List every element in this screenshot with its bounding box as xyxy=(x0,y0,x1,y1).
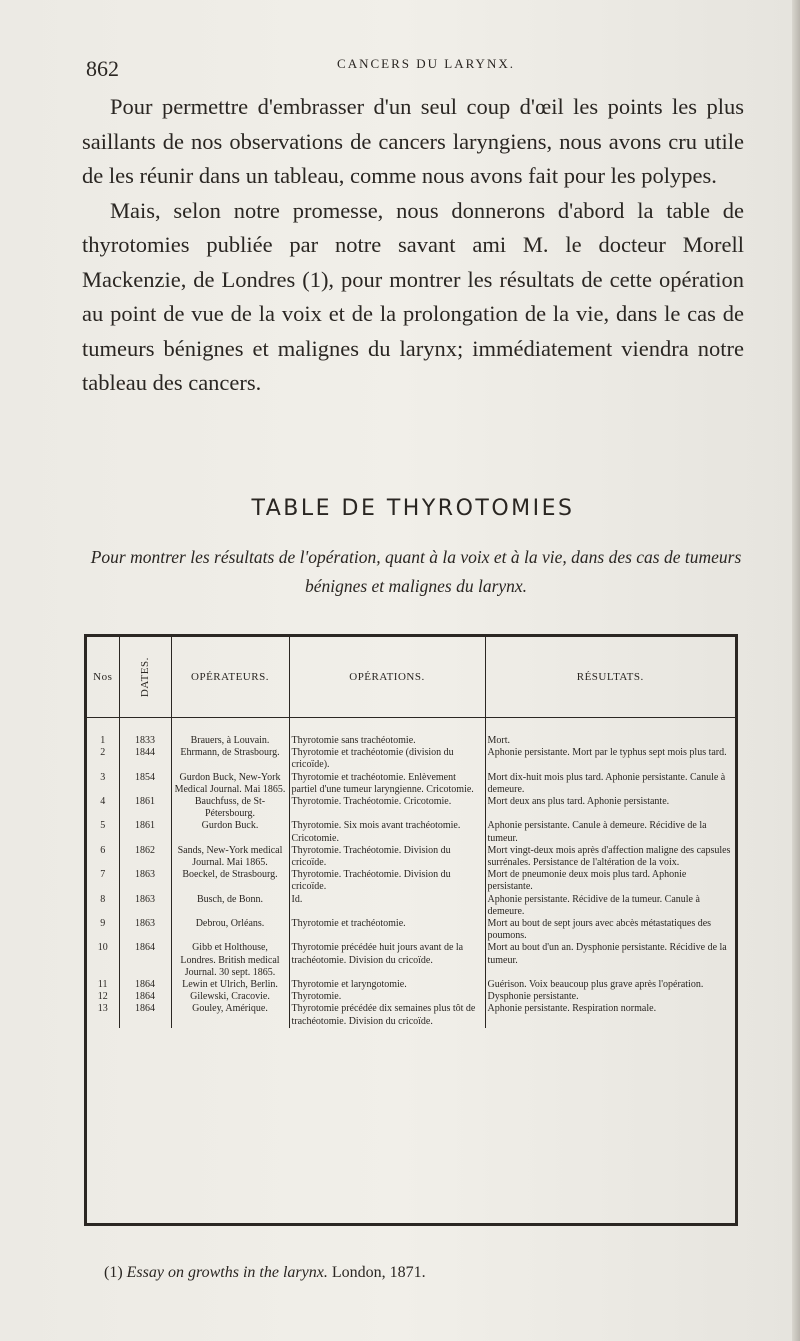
table-cell: Busch, de Bonn. xyxy=(171,894,289,918)
table-row xyxy=(87,979,735,991)
table-cell: 11 xyxy=(87,979,119,991)
table-cell: 1864 xyxy=(119,979,171,991)
column-header-operators xyxy=(171,637,289,718)
table-row xyxy=(87,747,735,771)
table-cell: Aphonie persistante. Mort par le typhus sept mois plus tard. xyxy=(487,747,727,759)
column-header-operations xyxy=(289,637,485,718)
header-spacer xyxy=(87,718,735,736)
table-cell: Thyrotomie. Trachéotomie. Cricotomie. xyxy=(289,796,485,820)
table-cell: Ehrmann, de Strasbourg. xyxy=(171,747,289,771)
data-table xyxy=(87,637,735,1028)
table-row xyxy=(87,735,735,747)
table-cell: Mort au bout d'un an. Dysphonie persistante. Récidive de la tumeur. xyxy=(487,942,727,966)
running-title: CANCERS DU LARYNX. xyxy=(337,56,515,71)
table-cell: 1864 xyxy=(119,1003,171,1027)
table-header-row xyxy=(87,637,735,718)
table-cell: 12 xyxy=(87,991,119,1003)
table-cell xyxy=(171,718,289,736)
table-cell: 1861 xyxy=(119,820,171,844)
table-cell: 1863 xyxy=(119,869,171,893)
page-edge-shadow xyxy=(792,0,800,1341)
table-cell xyxy=(119,718,171,736)
table-cell: Thyrotomie et trachéotomie. Enlèvement partiel d'une tumeur laryngienne. Cricotomie. xyxy=(289,772,485,796)
column-header-results xyxy=(485,637,735,718)
table-cell: Dysphonie persistante. xyxy=(487,991,579,1003)
table-cell: 4 xyxy=(87,796,119,820)
table-row xyxy=(87,894,735,918)
table-row xyxy=(87,820,735,844)
table-row xyxy=(87,942,735,979)
table-cell: 1844 xyxy=(119,747,171,771)
table-cell: Guérison. Voix beaucoup plus grave après l'opération. xyxy=(487,979,704,991)
table-cell: Aphonie persistante. Récidive de la tumeur. Canule à demeure. xyxy=(487,893,700,917)
table-row xyxy=(87,991,735,1003)
table-row xyxy=(87,869,735,893)
table-row xyxy=(87,845,735,869)
table-title: TABLE DE THYROTOMIES xyxy=(251,496,575,521)
table-cell: Mort deux ans plus tard. Aphonie persistante. xyxy=(487,796,670,808)
table-cell: Aphonie persistante. Respiration normale. xyxy=(487,1003,657,1015)
table-cell: Mort. xyxy=(487,735,510,746)
table-cell: 1863 xyxy=(119,894,171,918)
footnote-title: Essay on growths in the larynx. xyxy=(126,1264,328,1281)
text: OPÉRATEURS. xyxy=(191,670,269,683)
column-header-dates xyxy=(119,637,171,718)
table-row xyxy=(87,1003,735,1027)
table-subtitle: Pour montrer les résultats de l'opération, quant à la voix et à la vie, dans des cas de tumeurs bénignes et malignes du larynx. xyxy=(90,547,742,596)
table-cell: Mort de pneumonie deux mois plus tard. Aphonie persistante. xyxy=(487,869,687,893)
table-cell: Sands, New-York medical Journal. Mai 1865. xyxy=(171,845,289,869)
table-cell: 3 xyxy=(87,772,119,796)
text: Nos xyxy=(93,670,113,683)
text: RÉSULTATS. xyxy=(576,670,644,683)
table-cell: Mort au bout de sept jours avec abcès métastatiques des poumons. xyxy=(487,918,712,942)
table-cell: Gurdon Buck, New-York Medical Journal. Mai 1865. xyxy=(171,772,289,796)
table-cell: Thyrotomie. xyxy=(289,991,485,1003)
table-cell: 1864 xyxy=(119,942,171,979)
table-cell: Thyrotomie précédée huit jours avant de la trachéotomie. Division du cricoïde. xyxy=(289,942,485,979)
table-cell: 10 xyxy=(87,942,119,979)
table-cell: 1862 xyxy=(119,845,171,869)
paragraph: Mais, selon notre promesse, nous donnerons d'abord la table de thyrotomies publiée par notre savant ami M. le docteur Morell Mackenzie, de Londres (1), pour montrer les résultats de cette opération au point de vue de la voix et de la prolongation de la vie, dans le cas de tumeurs bénignes et malignes du larynx; immédiatement viendra notre tableau des cancers. xyxy=(82,197,744,395)
table-cell: 1833 xyxy=(119,735,171,747)
table-cell xyxy=(87,718,119,736)
table-cell: 1861 xyxy=(119,796,171,820)
footnote-marker: (1) xyxy=(104,1264,123,1281)
paragraph: Pour permettre d'embrasser d'un seul coup d'œil les points les plus saillants de nos observations de cancers laryngiens, nous avons cru utile de les réunir dans un tableau, comme nous avons fait pour les polypes. xyxy=(82,94,744,188)
table-cell: 1854 xyxy=(119,772,171,796)
table-cell: Mort vingt-deux mois après d'affection maligne des capsules surrénales. Persistance de l'altération de la voix. xyxy=(487,844,731,869)
table-cell: Bauchfuss, de St-Pétersbourg. xyxy=(171,796,289,820)
table-cell: 9 xyxy=(87,918,119,942)
table-row xyxy=(87,918,735,942)
table-cell: 7 xyxy=(87,869,119,893)
table-cell: Aphonie persistante. Canule à demeure. Récidive de la tumeur. xyxy=(487,820,707,844)
table-cell: Gurdon Buck. xyxy=(171,820,289,844)
table-row xyxy=(87,796,735,820)
page-header xyxy=(86,52,742,82)
table-cell: 1864 xyxy=(119,991,171,1003)
table-cell: 2 xyxy=(87,747,119,771)
table-row xyxy=(87,772,735,796)
table-cell: Thyrotomie. Six mois avant trachéotomie. Cricotomie. xyxy=(289,820,485,844)
table-cell: Thyrotomie et trachéotomie. xyxy=(289,918,485,942)
table-cell: 6 xyxy=(87,845,119,869)
table-cell: Brauers, à Louvain. xyxy=(171,735,289,747)
text: DATES. xyxy=(138,657,151,697)
table-cell: 13 xyxy=(87,1003,119,1027)
column-header-num xyxy=(87,637,119,718)
table-cell: Lewin et Ulrich, Berlin. xyxy=(171,979,289,991)
table-cell: Thyrotomie. Trachéotomie. Division du cricoïde. xyxy=(289,869,485,893)
table-cell: 1863 xyxy=(119,918,171,942)
table-cell xyxy=(485,718,735,736)
table-cell: Gouley, Amérique. xyxy=(171,1003,289,1027)
table-cell: Gibb et Holthouse, Londres. British medical Journal. 30 sept. 1865. xyxy=(171,942,289,979)
table-cell: Mort dix-huit mois plus tard. Aphonie persistante. Canule à demeure. xyxy=(487,771,726,795)
table-cell: 1 xyxy=(87,735,119,747)
table-cell: Gilewski, Cracovie. xyxy=(171,991,289,1003)
table-cell: Thyrotomie et laryngotomie. xyxy=(289,979,485,991)
table-cell: Thyrotomie. Trachéotomie. Division du cricoïde. xyxy=(289,845,485,869)
table-cell: Thyrotomie sans trachéotomie. xyxy=(289,735,485,747)
body-text xyxy=(82,90,744,401)
table-cell: Boeckel, de Strasbourg. xyxy=(171,869,289,893)
footnote-rest: London, 1871. xyxy=(331,1264,426,1281)
table-cell: 5 xyxy=(87,820,119,844)
table-cell: Thyrotomie et trachéotomie (division du cricoïde). xyxy=(289,747,485,771)
footnote xyxy=(104,1264,724,1282)
table-cell: 8 xyxy=(87,894,119,918)
table-cell: Debrou, Orléans. xyxy=(171,918,289,942)
table-cell xyxy=(289,718,485,736)
thyrotomy-table xyxy=(84,634,738,1226)
page-number: 862 xyxy=(86,56,119,81)
text: OPÉRATIONS. xyxy=(349,670,425,683)
table-cell: Id. xyxy=(289,894,485,918)
table-cell: Thyrotomie précédée dix semaines plus tôt de trachéotomie. Division du cricoïde. xyxy=(289,1003,485,1027)
